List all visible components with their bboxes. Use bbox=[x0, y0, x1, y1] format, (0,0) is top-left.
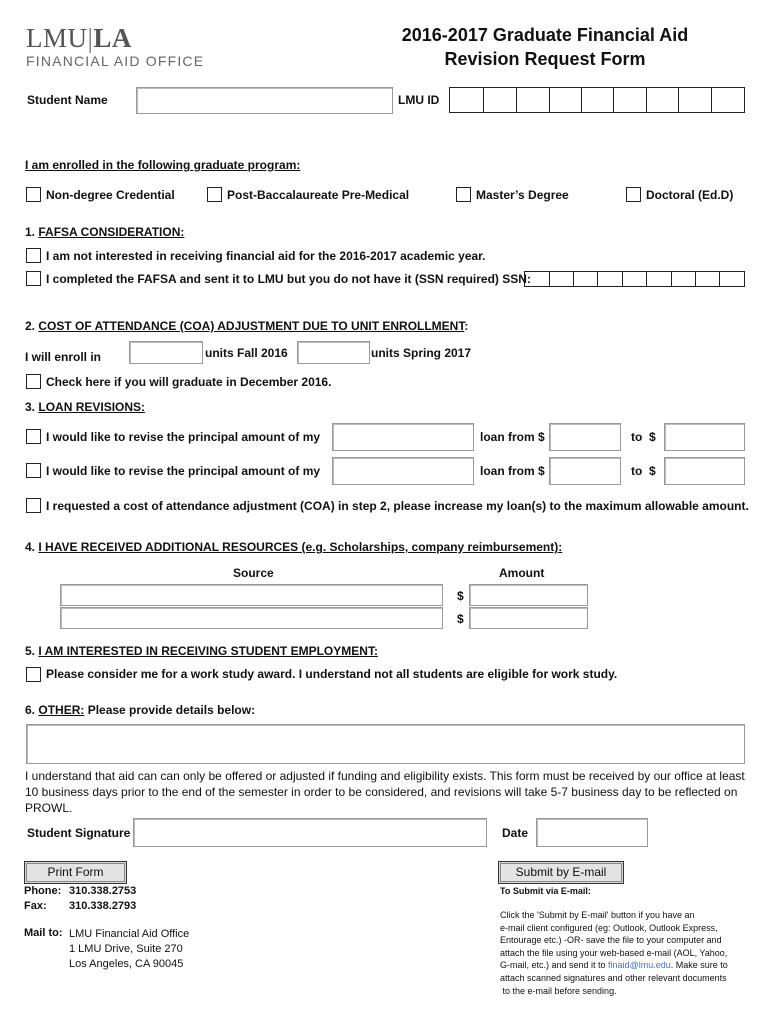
source-2-field[interactable] bbox=[60, 607, 443, 629]
fall-units-label: units Fall 2016 bbox=[205, 346, 288, 360]
logo-lmu: LMU bbox=[26, 23, 88, 53]
spring-units-field[interactable] bbox=[297, 341, 370, 364]
loan-to-2-field[interactable] bbox=[664, 457, 745, 485]
title-line1: 2016-2017 Graduate Financial Aid bbox=[401, 25, 689, 45]
source-header: Source bbox=[233, 566, 274, 580]
amount-2-field[interactable] bbox=[469, 607, 588, 629]
non-degree-label: Non-degree Credential bbox=[46, 188, 175, 202]
graduate-dec-label: Check here if you will graduate in December 2016. bbox=[46, 375, 332, 389]
dollar-2: $ bbox=[457, 612, 464, 626]
other-details-field[interactable] bbox=[26, 724, 745, 764]
logo: LMU|LA FINANCIAL AID OFFICE bbox=[26, 23, 205, 69]
email-heading: To Submit via E-mail: bbox=[500, 886, 591, 896]
loan-type-2-field[interactable] bbox=[332, 457, 474, 485]
loan-from-1-field[interactable] bbox=[549, 423, 621, 451]
phone-label: Phone: bbox=[24, 885, 62, 897]
disclaimer-text: I understand that aid can can only be offered or adjusted if funding and eligibility exists. This form must be received by our office at least 10 business days prior to the end of the semester in order to be considered, and revisions will take 5-7 business day to be reflected on PROWL. bbox=[25, 769, 745, 815]
masters-checkbox[interactable] bbox=[456, 187, 471, 202]
title-line2: Revision Request Form bbox=[444, 49, 646, 69]
logo-la: LA bbox=[93, 23, 132, 53]
fax-label: Fax: bbox=[24, 900, 47, 912]
lmu-id-label: LMU ID bbox=[398, 93, 440, 107]
coa-max-checkbox[interactable] bbox=[26, 498, 41, 513]
loan-to-2-label: to $ bbox=[631, 464, 656, 478]
ssn-field[interactable] bbox=[524, 271, 745, 287]
fafsa-sent-label: I completed the FAFSA and sent it to LMU but you do not have it (SSN required) SSN: bbox=[46, 272, 531, 286]
date-label: Date bbox=[502, 826, 529, 840]
form-title bbox=[360, 23, 730, 71]
mail-label: Mail to: bbox=[24, 927, 63, 939]
finaid-email-link[interactable]: finaid@lmu.edu bbox=[608, 960, 671, 971]
loan-from-1-label: loan from $ bbox=[480, 430, 545, 444]
student-name-field[interactable] bbox=[136, 87, 393, 114]
spring-units-label: units Spring 2017 bbox=[371, 346, 472, 360]
graduate-dec-checkbox[interactable] bbox=[26, 374, 41, 389]
email-instructions: Click the 'Submit by E-mail' button if you have an e-mail client configured (eg: Outlook, Outlook Express, Entourage etc.) -OR- save the file to your computer and attach the file using your web-based e-mail (AOL, Yahoo, G-mail, etc.) and send it to finaid@lmu.edu. Make sure to attach scanned signatures and other relevant documents to the e-mail before sending. bbox=[500, 910, 728, 996]
dollar-1: $ bbox=[457, 589, 464, 603]
s1-heading: 1. FAFSA CONSIDERATION: bbox=[25, 225, 185, 239]
program-heading: I am enrolled in the following graduate program: bbox=[25, 158, 301, 172]
loan-from-2-field[interactable] bbox=[549, 457, 621, 485]
amount-header: Amount bbox=[499, 566, 545, 580]
s5-heading: 5. I AM INTERESTED IN RECEIVING STUDENT EMPLOYMENT: bbox=[25, 644, 378, 658]
lmu-id-field[interactable] bbox=[449, 87, 745, 113]
fall-units-field[interactable] bbox=[129, 341, 203, 364]
work-study-checkbox[interactable] bbox=[26, 667, 41, 682]
post-bacc-label: Post-Baccalaureate Pre-Medical bbox=[227, 188, 410, 202]
not-interested-label: I am not interested in receiving financial aid for the 2016-2017 academic year. bbox=[46, 249, 486, 263]
work-study-label: Please consider me for a work study award. I understand not all students are eligible for work study. bbox=[46, 667, 618, 681]
phone-number: 310.338.2753 bbox=[69, 885, 137, 897]
s3-heading: 3. LOAN REVISIONS: bbox=[25, 400, 146, 414]
signature-field[interactable] bbox=[133, 818, 487, 847]
loan-revise-1-label: I would like to revise the principal amount of my bbox=[46, 430, 321, 444]
loan-type-1-field[interactable] bbox=[332, 423, 474, 451]
masters-label: Master’s Degree bbox=[476, 188, 569, 202]
fax-number: 310.338.2793 bbox=[69, 900, 137, 912]
submit-email-button[interactable]: Submit by E-mail bbox=[498, 861, 624, 884]
date-field[interactable] bbox=[536, 818, 648, 847]
s2-heading: 2. COST OF ATTENDANCE (COA) ADJUSTMENT DUE TO UNIT ENROLLMENT: bbox=[25, 319, 469, 333]
loan-revise-2-checkbox[interactable] bbox=[26, 463, 41, 478]
enroll-label: I will enroll in bbox=[25, 350, 102, 364]
doctoral-label: Doctoral (Ed.D) bbox=[646, 188, 734, 202]
signature-label: Student Signature bbox=[27, 826, 131, 840]
loan-revise-2-label: I would like to revise the principal amount of my bbox=[46, 464, 321, 478]
loan-to-1-field[interactable] bbox=[664, 423, 745, 451]
doctoral-checkbox[interactable] bbox=[626, 187, 641, 202]
s6-heading: 6. OTHER: Please provide details below: bbox=[25, 703, 256, 717]
logo-office: FINANCIAL AID OFFICE bbox=[26, 53, 205, 69]
non-degree-checkbox[interactable] bbox=[26, 187, 41, 202]
loan-from-2-label: loan from $ bbox=[480, 464, 545, 478]
post-bacc-checkbox[interactable] bbox=[207, 187, 222, 202]
mail-address: LMU Financial Aid Office 1 LMU Drive, Suite 270 Los Angeles, CA 90045 bbox=[69, 928, 190, 970]
loan-to-1-label: to $ bbox=[631, 430, 656, 444]
fafsa-sent-checkbox[interactable] bbox=[26, 271, 41, 286]
loan-revise-1-checkbox[interactable] bbox=[26, 429, 41, 444]
amount-1-field[interactable] bbox=[469, 584, 588, 606]
s4-heading: 4. I HAVE RECEIVED ADDITIONAL RESOURCES (e.g. Scholarships, company reimbursement): bbox=[25, 540, 563, 554]
print-form-button[interactable]: Print Form bbox=[24, 861, 127, 884]
not-interested-checkbox[interactable] bbox=[26, 248, 41, 263]
student-name-label: Student Name bbox=[27, 93, 108, 107]
coa-max-label: I requested a cost of attendance adjustment (COA) in step 2, please increase my loan(s) to the maximum allowable amount. bbox=[46, 499, 749, 513]
source-1-field[interactable] bbox=[60, 584, 443, 606]
